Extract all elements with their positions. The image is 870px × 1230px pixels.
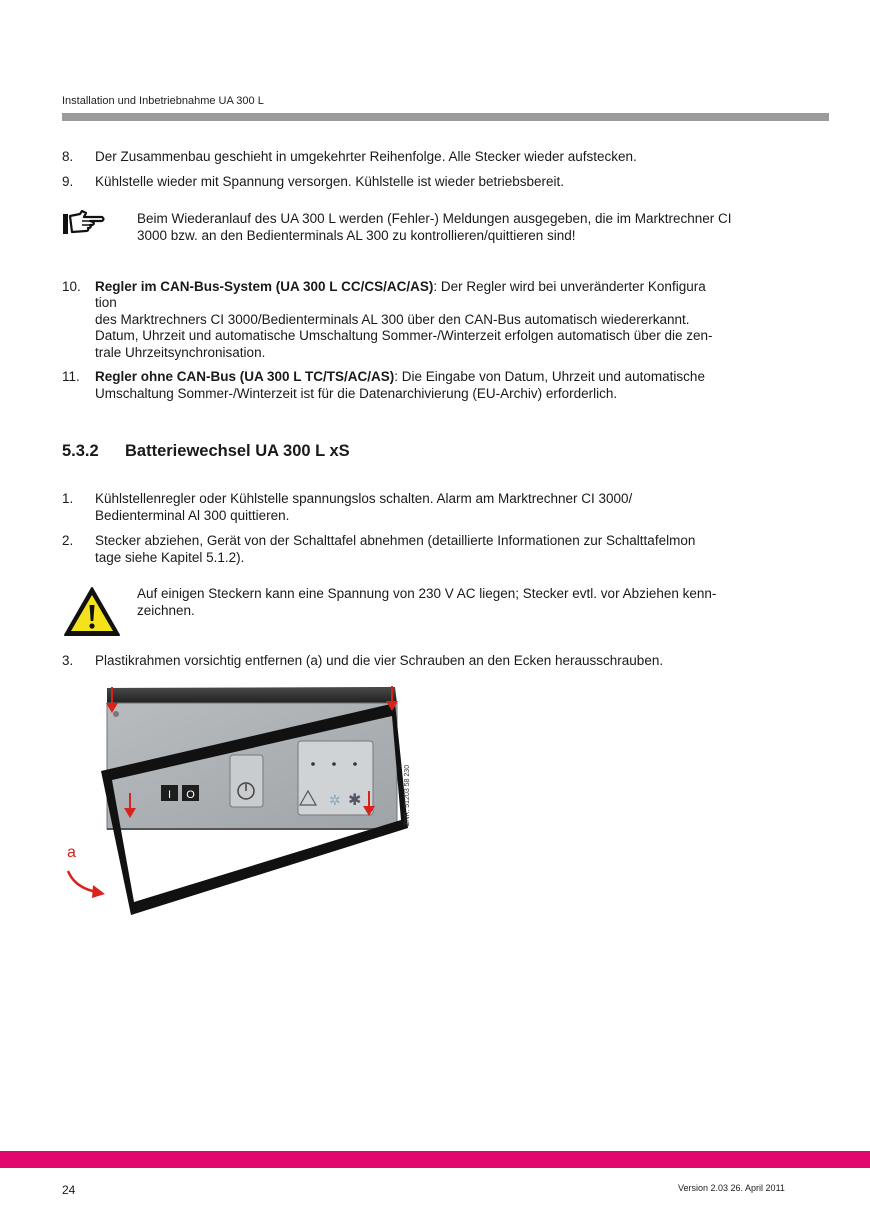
- section-title: Batteriewechsel UA 300 L xS: [125, 442, 350, 460]
- figure-code: ZNR. 51203 58 230: [404, 764, 411, 826]
- step-text: tion: [95, 295, 117, 310]
- off-button-label: O: [186, 789, 195, 801]
- step-bold: Regler im CAN-Bus-System (UA 300 L CC/CS/AC/AS): [95, 279, 434, 294]
- step-text: Bedienterminal Al 300 quittieren.: [95, 508, 290, 523]
- step-number: 8.: [62, 149, 74, 164]
- step-text: Plastikrahmen vorsichtig entfernen (a) und die vier Schrauben an den Ecken herausschrauben.: [95, 653, 664, 668]
- device-figure: [55, 683, 425, 923]
- page-number: 24: [62, 1183, 76, 1197]
- step-number: 3.: [62, 653, 74, 668]
- step-number: 11.: [62, 369, 80, 384]
- pointing-hand-icon: [62, 210, 106, 236]
- step-number: 10.: [62, 279, 81, 294]
- snowflake-icon: ✱: [348, 790, 362, 809]
- warning-line: Auf einigen Steckern kann eine Spannung von 230 V AC liegen; Stecker evtl. vor Abziehen kenn-: [137, 586, 717, 601]
- step-text: tage siehe Kapitel 5.1.2).: [95, 550, 245, 565]
- header-divider: [62, 113, 829, 121]
- section-heading: [62, 442, 350, 461]
- step-number: 9.: [62, 174, 74, 189]
- screw: [113, 711, 119, 717]
- step-text: Umschaltung Sommer-/Winterzeit ist für die Datenarchivierung (EU-Archiv) erforderlich.: [95, 386, 618, 401]
- device-housing: [107, 687, 397, 705]
- step-text: Datum, Uhrzeit und automatische Umschaltung Sommer-/Winterzeit erfolgen automatisch über die zen-: [95, 328, 713, 343]
- footer-bar: [0, 1151, 870, 1168]
- version-info: Version 2.03 26. April 2011: [678, 1183, 785, 1193]
- step-text: Stecker abziehen, Gerät von der Schalttafel abnehmen (detaillierte Informationen zur Schalttafelmon: [95, 533, 696, 548]
- warning-line: zeichnen.: [137, 603, 195, 618]
- step-text: Kühlstellenregler oder Kühlstelle spannungslos schalten. Alarm am Marktrechner CI 3000/: [95, 491, 633, 506]
- note-line: Beim Wiederanlauf des UA 300 L werden (Fehler-) Meldungen ausgegeben, die im Marktrechner CI: [137, 211, 732, 226]
- step-text: Regler im CAN-Bus-System (UA 300 L CC/CS/AC/AS): Der Regler wird bei unveränderter Konfigura: [95, 279, 706, 294]
- page-header-title: Installation und Inbetriebnahme UA 300 L: [62, 95, 264, 107]
- step-number: 1.: [62, 491, 74, 506]
- step-text: Kühlstelle wieder mit Spannung versorgen. Kühlstelle ist wieder betriebsbereit.: [95, 174, 564, 189]
- step-text: des Marktrechners CI 3000/Bedienterminals AL 300 über den CAN-Bus automatisch wiedererkannt.: [95, 312, 690, 327]
- step-text: trale Uhrzeitsynchronisation.: [95, 345, 266, 360]
- figure-label-a: a: [67, 844, 76, 861]
- defrost-icon: ✲: [329, 793, 341, 809]
- section-number: 5.3.2: [62, 442, 99, 460]
- note-line: 3000 bzw. an den Bedienterminals AL 300 zu kontrollieren/quittieren sind!: [137, 228, 576, 243]
- step-text: Regler ohne CAN-Bus (UA 300 L TC/TS/AC/AS): Die Eingabe von Datum, Uhrzeit und automatische: [95, 369, 705, 384]
- step-text: Der Zusammenbau geschieht in umgekehrter Reihenfolge. Alle Stecker wieder aufstecken.: [95, 149, 637, 164]
- step-number: 2.: [62, 533, 74, 548]
- step-bold: Regler ohne CAN-Bus (UA 300 L TC/TS/AC/AS): [95, 369, 395, 384]
- warning-triangle-icon: [63, 586, 121, 638]
- on-button-label: I: [167, 789, 172, 801]
